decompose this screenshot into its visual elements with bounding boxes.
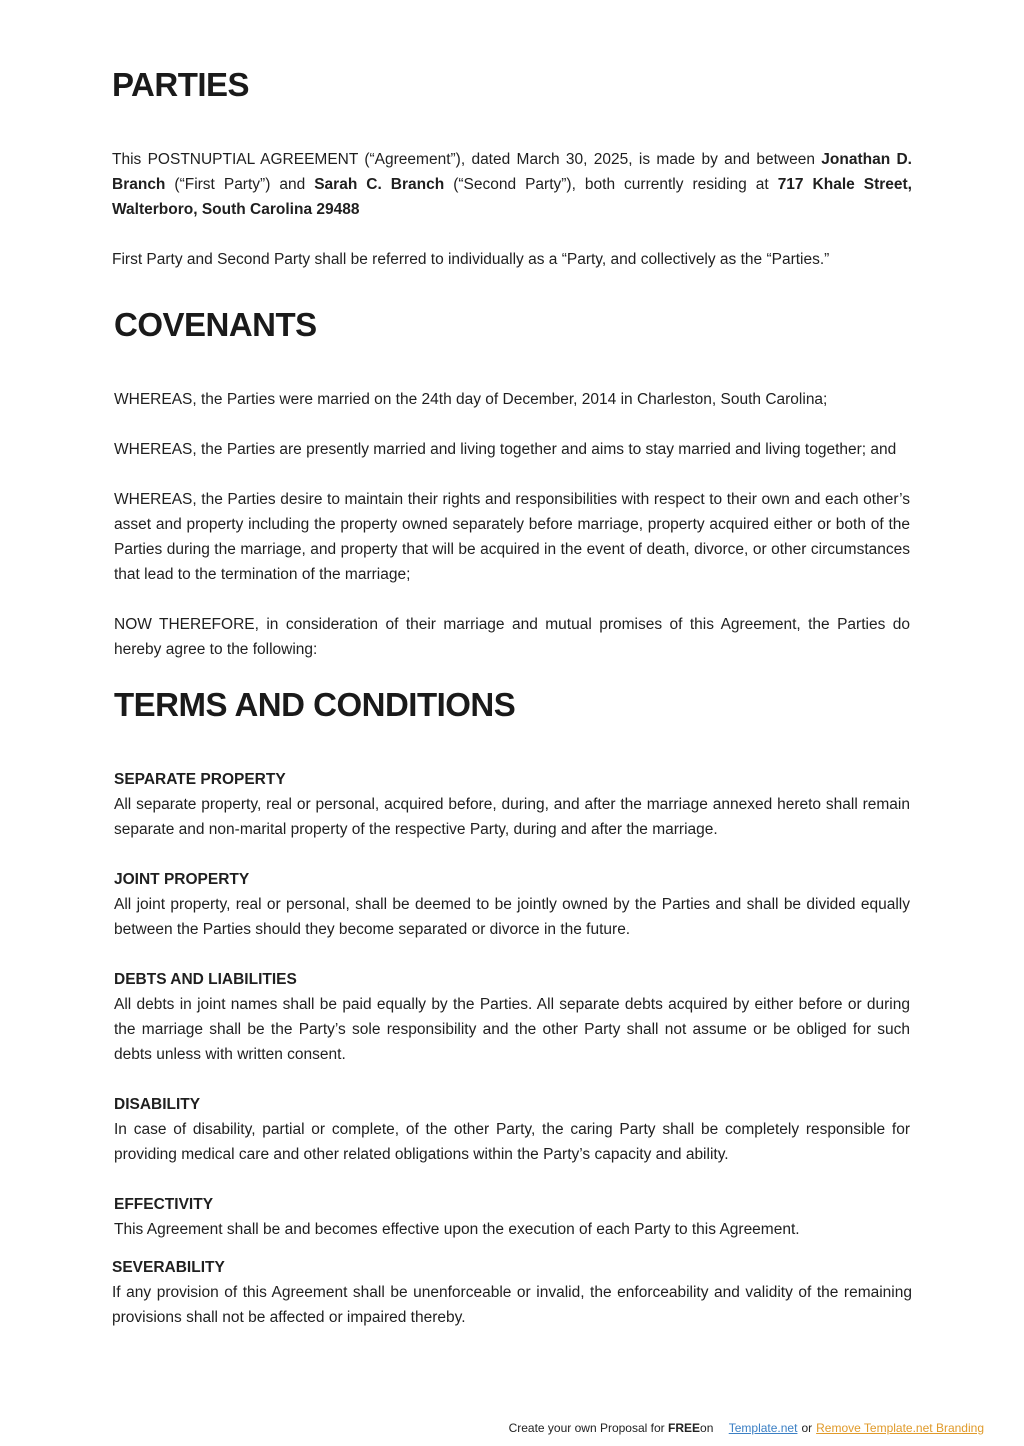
- term-item: [114, 1192, 910, 1242]
- footer-on: on: [700, 1421, 714, 1435]
- term-title: SEPARATE PROPERTY: [114, 771, 286, 788]
- term-title: EFFECTIVITY: [114, 1196, 214, 1213]
- term-body: In case of disability, partial or complete, of the other Party, the caring Party shall be completely responsible for providing medical care and other related obligations within the Party’s capacity and ability.: [114, 1121, 910, 1163]
- parties-intro-paragraph: [112, 147, 912, 222]
- template-footer: [509, 1418, 984, 1438]
- footer-free: FREE: [668, 1421, 701, 1435]
- whereas-paragraph-1: WHEREAS, the Parties were married on the 24th day of December, 2014 in Charleston, South Carolina;: [114, 391, 828, 408]
- covenants-section: [114, 305, 910, 662]
- parties-referred-paragraph: First Party and Second Party shall be referred to individually as a “Party, and collectively as the “Parties.”: [112, 251, 830, 268]
- first-party-name: Jonathan D. Branch: [112, 151, 912, 193]
- whereas-paragraph-2: WHEREAS, the Parties are presently married and living together and aims to stay married and living together; and: [114, 441, 897, 458]
- now-therefore-paragraph: NOW THEREFORE, in consideration of their marriage and mutual promises of this Agreement, the Parties do hereby agree to the following:: [114, 616, 910, 658]
- whereas-paragraph-3: WHEREAS, the Parties desire to maintain their rights and responsibilities with respect to their own and each other’s asset and property including the property owned separately before marriage, property acquired either or both of the Parties during the marriage, and property that will be acquired in the event of death, divorce, or other circumstances that lead to the termination of the marriage;: [114, 491, 910, 583]
- parties-heading: PARTIES: [112, 66, 250, 103]
- parties-section: [112, 65, 912, 272]
- term-title: DISABILITY: [114, 1096, 201, 1113]
- second-party-name: Sarah C. Branch: [314, 176, 445, 193]
- term-item: [114, 1092, 910, 1167]
- term-item: [114, 967, 910, 1067]
- severability-body: If any provision of this Agreement shall be unenforceable or invalid, the enforceability and validity of the remaining provisions shall not be affected or impaired thereby.: [112, 1284, 912, 1326]
- terms-heading: TERMS AND CONDITIONS: [114, 686, 516, 723]
- intro-text-2: (“First Party”) and: [165, 176, 315, 193]
- term-body: All joint property, real or personal, shall be deemed to be jointly owned by the Parties and shall be divided equally between the Parties should they become separated or divorce in the future.: [114, 896, 910, 938]
- term-title: JOINT PROPERTY: [114, 871, 250, 888]
- footer-prefix: Create your own Proposal for: [508, 1421, 668, 1435]
- term-body: All separate property, real or personal, acquired before, during, and after the marriage annexed hereto shall remain separate and non-marital property of the respective Party, during and after the marriage.: [114, 796, 910, 838]
- term-title: DEBTS AND LIABILITIES: [114, 971, 297, 988]
- template-net-link[interactable]: Template.net: [728, 1421, 798, 1435]
- intro-text-1: This POSTNUPTIAL AGREEMENT (“Agreement”), dated March 30, 2025, is made by and between: [112, 151, 822, 168]
- term-body: This Agreement shall be and becomes effective upon the execution of each Party to this Agreement.: [114, 1221, 800, 1238]
- severability-section: [112, 1255, 912, 1330]
- term-item: [114, 867, 910, 942]
- footer-or: or: [801, 1421, 813, 1435]
- intro-text-3: (“Second Party”), both currently residing at: [444, 176, 778, 193]
- party-address: 717 Khale Street, Walterboro, South Carolina 29488: [112, 176, 912, 218]
- term-body: All debts in joint names shall be paid equally by the Parties. All separate debts acquired by either before or during the marriage shall be the Party’s sole responsibility and the other Party shall not assume or be obliged for such debts unless with written consent.: [114, 996, 910, 1063]
- term-item: [114, 767, 910, 842]
- severability-title: SEVERABILITY: [112, 1259, 225, 1276]
- remove-branding-link[interactable]: Remove Template.net Branding: [816, 1421, 984, 1435]
- covenants-heading: COVENANTS: [114, 306, 317, 343]
- terms-section: [114, 685, 910, 1242]
